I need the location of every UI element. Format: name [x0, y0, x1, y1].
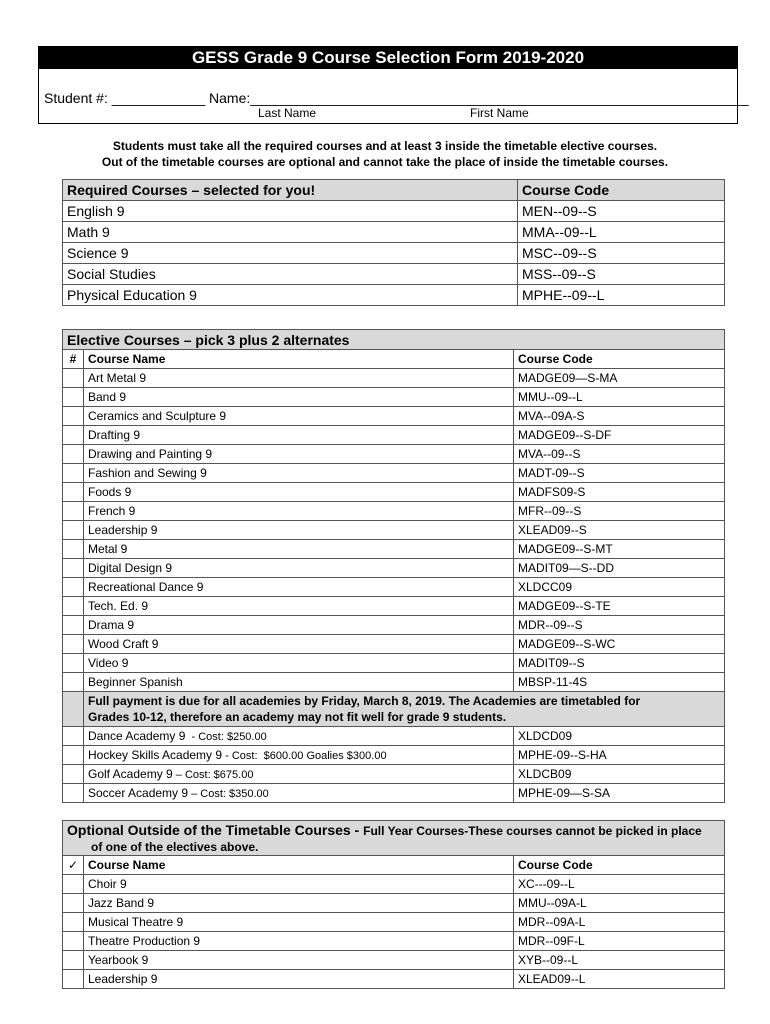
- course-code: XYB--09--L: [514, 951, 725, 970]
- choice-number-cell[interactable]: [63, 407, 84, 426]
- course-name: Yearbook 9: [84, 951, 514, 970]
- course-code: XLEAD09--L: [514, 970, 725, 989]
- choice-number-cell[interactable]: [63, 727, 84, 746]
- course-name: Digital Design 9: [84, 559, 514, 578]
- table-row: [63, 264, 725, 285]
- academy-name-cell: [84, 727, 514, 746]
- optional-title-note-2: of one of the electives above.: [91, 839, 259, 854]
- course-code: MFR--09--S: [514, 502, 725, 521]
- table-row: [63, 932, 725, 951]
- check-header-icon: ✓: [63, 856, 84, 875]
- academy-name-cell: [84, 784, 514, 803]
- required-courses-table: [62, 179, 725, 306]
- table-row: [63, 243, 725, 264]
- course-code: MDR--09--S: [514, 616, 725, 635]
- course-code: MPHE-09--S-HA: [514, 746, 725, 765]
- choice-number-cell[interactable]: [63, 746, 84, 765]
- table-row: [63, 894, 725, 913]
- course-name: Drawing and Painting 9: [84, 445, 514, 464]
- course-name: Musical Theatre 9: [84, 913, 514, 932]
- table-row: [63, 635, 725, 654]
- course-code: MPHE--09--L: [518, 285, 725, 306]
- course-code: MADGE09--S-DF: [514, 426, 725, 445]
- choice-number-cell[interactable]: [63, 388, 84, 407]
- course-code: MDR--09A-L: [514, 913, 725, 932]
- table-column-header-row: [63, 350, 725, 369]
- academy-name: Dance Academy 9: [88, 729, 186, 743]
- table-row: [63, 727, 725, 746]
- course-code: MADT-09--S: [514, 464, 725, 483]
- course-name: Math 9: [63, 222, 518, 243]
- course-name: Tech. Ed. 9: [84, 597, 514, 616]
- checkbox-cell[interactable]: [63, 913, 84, 932]
- course-name-header: Course Name: [84, 856, 514, 875]
- choice-number-cell[interactable]: [63, 426, 84, 445]
- course-code: MADGE09--S-MT: [514, 540, 725, 559]
- course-name: French 9: [84, 502, 514, 521]
- choice-number-cell[interactable]: [63, 369, 84, 388]
- checkbox-cell[interactable]: [63, 932, 84, 951]
- checkbox-cell[interactable]: [63, 894, 84, 913]
- checkbox-cell[interactable]: [63, 875, 84, 894]
- course-name: Social Studies: [63, 264, 518, 285]
- choice-number-cell[interactable]: [63, 521, 84, 540]
- academy-cost: – Cost: $350.00: [188, 788, 269, 800]
- choice-number-cell[interactable]: [63, 784, 84, 803]
- choice-number-cell[interactable]: [63, 559, 84, 578]
- choice-number-cell[interactable]: [63, 483, 84, 502]
- table-row: [63, 285, 725, 306]
- academy-name: Hockey Skills Academy 9: [88, 748, 223, 762]
- table-row: [63, 483, 725, 502]
- course-name: Jazz Band 9: [84, 894, 514, 913]
- course-code: MADGE09--S-WC: [514, 635, 725, 654]
- table-header-row: [63, 180, 725, 201]
- form-title: GESS Grade 9 Course Selection Form 2019-2020: [39, 47, 737, 69]
- table-header-row: [63, 330, 725, 350]
- table-row: [63, 559, 725, 578]
- course-code: MMA--09--L: [518, 222, 725, 243]
- table-row: [63, 765, 725, 784]
- choice-number-cell[interactable]: [63, 578, 84, 597]
- course-code: MVA--09--S: [514, 445, 725, 464]
- course-name: Wood Craft 9: [84, 635, 514, 654]
- academy-cost: - Cost: $250.00: [185, 731, 267, 743]
- course-code: MBSP-11-4S: [514, 673, 725, 692]
- academy-name-cell: [84, 765, 514, 784]
- course-code: XLEAD09--S: [514, 521, 725, 540]
- optional-title-cell: [63, 821, 725, 856]
- last-name-label: Last Name: [258, 106, 317, 120]
- academy-note: [84, 692, 725, 727]
- course-code: XLDCB09: [514, 765, 725, 784]
- course-code: MEN--09--S: [518, 201, 725, 222]
- academy-name: Soccer Academy 9: [88, 786, 189, 800]
- course-code: XLDCC09: [514, 578, 725, 597]
- choice-number-cell[interactable]: [63, 464, 84, 483]
- table-row: [63, 578, 725, 597]
- choice-number-cell[interactable]: [63, 765, 84, 784]
- academy-name-cell: [84, 746, 514, 765]
- course-code: MADIT09--S: [514, 654, 725, 673]
- course-name: Recreational Dance 9: [84, 578, 514, 597]
- course-name: English 9: [63, 201, 518, 222]
- course-name: Metal 9: [84, 540, 514, 559]
- choice-number-cell[interactable]: [63, 654, 84, 673]
- course-code: MADFS09-S: [514, 483, 725, 502]
- course-name: Drama 9: [84, 616, 514, 635]
- choice-number-cell[interactable]: [63, 635, 84, 654]
- course-name: Video 9: [84, 654, 514, 673]
- table-row: [63, 540, 725, 559]
- first-name-label: First Name: [470, 106, 529, 120]
- table-row: [63, 784, 725, 803]
- course-name: Choir 9: [84, 875, 514, 894]
- table-row: [63, 388, 725, 407]
- table-row: [63, 464, 725, 483]
- table-row: [63, 407, 725, 426]
- course-code: XLDCD09: [514, 727, 725, 746]
- table-row: [63, 913, 725, 932]
- number-header: #: [63, 350, 84, 369]
- course-code: MMU--09--L: [514, 388, 725, 407]
- course-code-header: Course Code: [514, 350, 725, 369]
- course-name: Fashion and Sewing 9: [84, 464, 514, 483]
- choice-number-cell[interactable]: [63, 616, 84, 635]
- course-name: Theatre Production 9: [84, 932, 514, 951]
- choice-number-cell[interactable]: [63, 445, 84, 464]
- academy-name: Golf Academy 9: [88, 767, 173, 781]
- course-name: Band 9: [84, 388, 514, 407]
- choice-number-cell[interactable]: [63, 597, 84, 616]
- course-code: MSC--09--S: [518, 243, 725, 264]
- course-name-header: Course Name: [84, 350, 514, 369]
- course-code: MPHE-09—S-SA: [514, 784, 725, 803]
- required-title: Required Courses – selected for you!: [63, 180, 518, 201]
- academy-cost: - Cost: $600.00 Goalies $300.00: [222, 750, 387, 762]
- course-name: Art Metal 9: [84, 369, 514, 388]
- table-row: [63, 502, 725, 521]
- instruction-line-1: Students must take all the required courses and at least 3 inside the timetable elective courses.: [112, 139, 658, 153]
- course-name: Ceramics and Sculpture 9: [84, 407, 514, 426]
- course-name: Beginner Spanish: [84, 673, 514, 692]
- choice-number-cell[interactable]: [63, 673, 84, 692]
- course-code: MADGE09--S-TE: [514, 597, 725, 616]
- table-row: [63, 970, 725, 989]
- course-name: Drafting 9: [84, 426, 514, 445]
- course-code: MVA--09A-S: [514, 407, 725, 426]
- course-code-header: Course Code: [518, 180, 725, 201]
- course-name: Leadership 9: [84, 521, 514, 540]
- table-row: [63, 654, 725, 673]
- checkbox-cell[interactable]: [63, 951, 84, 970]
- table-row: [63, 222, 725, 243]
- table-row: [63, 597, 725, 616]
- course-code: XC---09--L: [514, 875, 725, 894]
- table-row: [63, 521, 725, 540]
- checkbox-cell[interactable]: [63, 970, 84, 989]
- elective-title: Elective Courses – pick 3 plus 2 alternates: [63, 330, 725, 350]
- optional-title-note-1: Full Year Courses-These courses cannot be picked in place: [363, 823, 702, 838]
- table-column-header-row: [63, 856, 725, 875]
- course-code: MADIT09—S--DD: [514, 559, 725, 578]
- student-name-line[interactable]: Student #: ____________ Name:________________________________________________________________: [44, 90, 749, 106]
- optional-title: Optional Outside of the Timetable Courses -: [67, 821, 364, 838]
- table-header-row: [63, 821, 725, 856]
- table-row: [63, 673, 725, 692]
- table-row: [63, 951, 725, 970]
- course-name: Physical Education 9: [63, 285, 518, 306]
- table-row: [63, 369, 725, 388]
- course-name: Leadership 9: [84, 970, 514, 989]
- academy-cost: – Cost: $675.00: [172, 769, 254, 781]
- table-row: [63, 875, 725, 894]
- course-code: MMU--09A-L: [514, 894, 725, 913]
- academy-note-line-1: Full payment is due for all academies by Friday, March 8, 2019. The Academies are timetabled for: [88, 694, 641, 708]
- course-code: MDR--09F-L: [514, 932, 725, 951]
- choice-number-cell[interactable]: [63, 502, 84, 521]
- table-row: [63, 746, 725, 765]
- table-row: [63, 616, 725, 635]
- course-code: MSS--09--S: [518, 264, 725, 285]
- instruction-line-2: Out of the timetable courses are optional and cannot take the place of inside the timetable courses.: [101, 155, 669, 169]
- course-code-header: Course Code: [514, 856, 725, 875]
- table-row: [63, 201, 725, 222]
- course-name: Foods 9: [84, 483, 514, 502]
- elective-courses-table: [62, 329, 725, 803]
- course-name: Science 9: [63, 243, 518, 264]
- choice-number-cell[interactable]: [63, 540, 84, 559]
- academy-note-line-2: Grades 10-12, therefore an academy may not fit well for grade 9 students.: [88, 710, 507, 724]
- table-row: [63, 426, 725, 445]
- course-code: MADGE09—S-MA: [514, 369, 725, 388]
- table-row: [63, 445, 725, 464]
- academy-note-row: [63, 692, 725, 727]
- optional-courses-table: [62, 820, 725, 989]
